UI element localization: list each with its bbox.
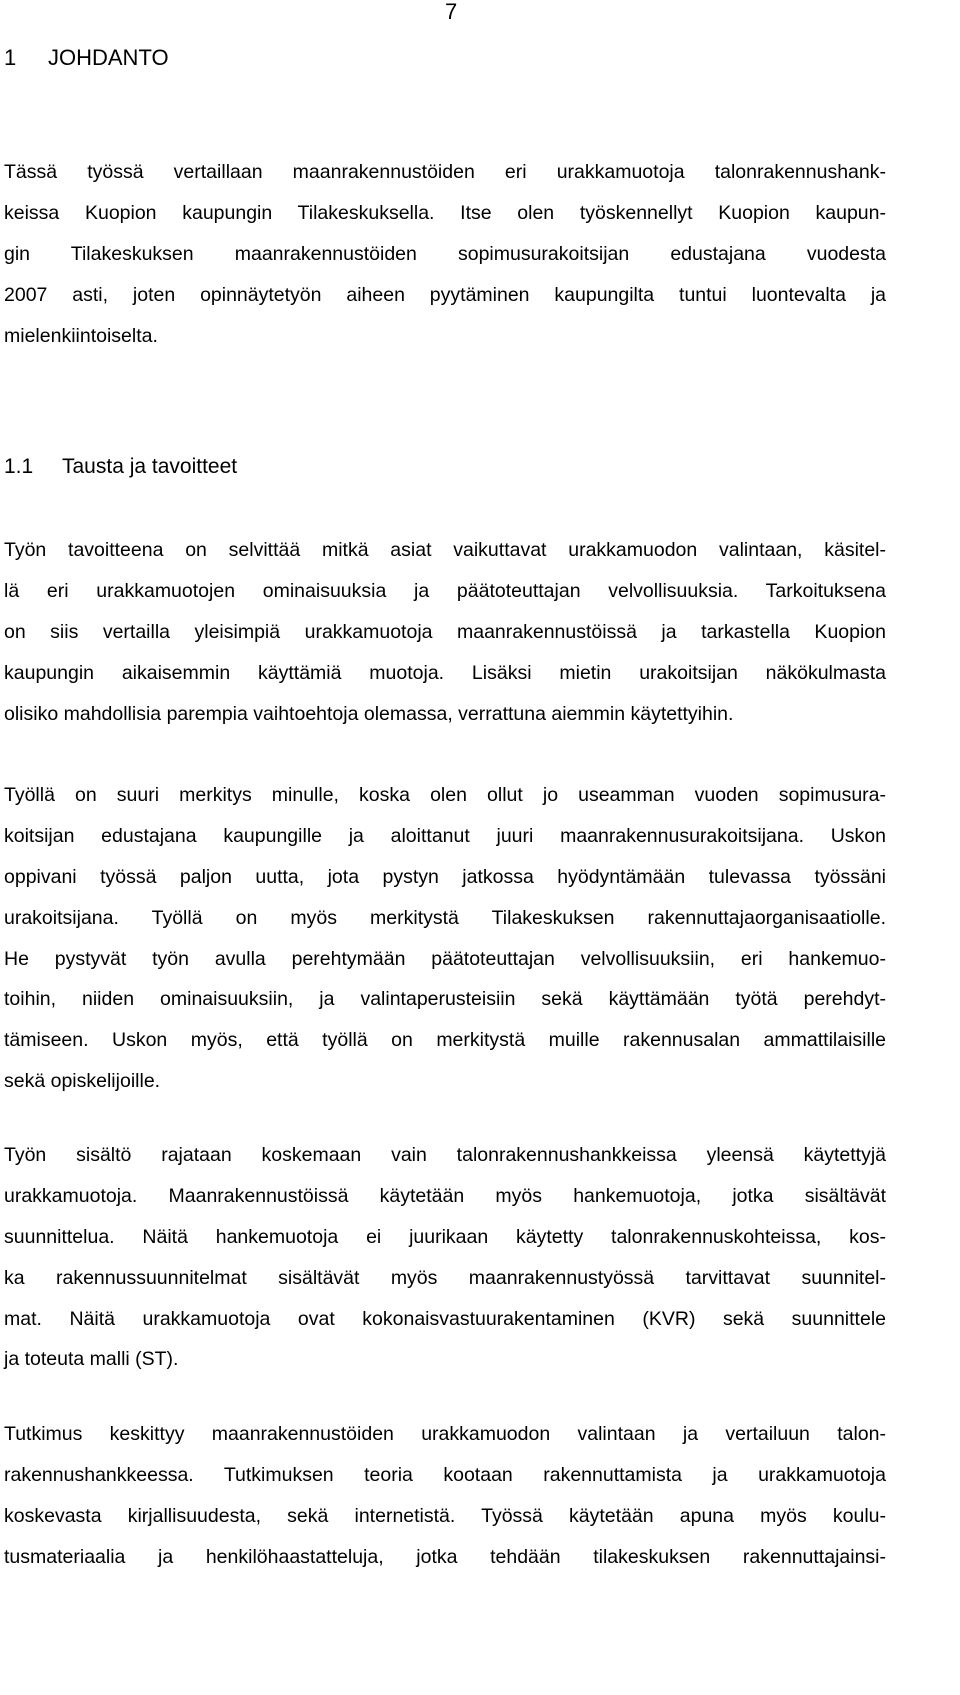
text-line: Työllä on suuri merkitys minulle, koska olen ollut jo useamman vuoden sopimusura- bbox=[4, 784, 886, 806]
page-number: 7 bbox=[445, 0, 458, 24]
paragraph-intro bbox=[4, 152, 886, 356]
text-line: ja toteuta malli (ST). bbox=[4, 1348, 179, 1371]
paragraph-scope bbox=[4, 1135, 886, 1380]
chapter-title: JOHDANTO bbox=[48, 45, 169, 70]
chapter-heading bbox=[4, 44, 169, 72]
paragraph-method bbox=[4, 1414, 886, 1578]
text-line: He pystyvät työn avulla perehtymään päätoteuttajan velvollisuuksiin, eri hankemuo- bbox=[4, 947, 886, 970]
text-line: Työn sisältö rajataan koskemaan vain talonrakennushankkeissa yleensä käytettyjä bbox=[4, 1144, 886, 1166]
text-line: keissa Kuopion kaupungin Tilakeskuksella. Itse olen työskennellyt Kuopion kaupun- bbox=[4, 201, 886, 224]
paragraph-significance bbox=[4, 775, 886, 1102]
paragraph-goals bbox=[4, 530, 886, 734]
text-line: Työn tavoitteena on selvittää mitkä asiat vaikuttavat urakkamuodon valintaan, käsitel- bbox=[4, 539, 886, 561]
text-line: koskevasta kirjallisuudesta, sekä internetistä. Työssä käytetään apuna myös koulu- bbox=[4, 1504, 886, 1527]
text-line: olisiko mahdollisia parempia vaihtoehtoja olemassa, verrattuna aiemmin käytettyihin. bbox=[4, 702, 734, 725]
text-line: 2007 asti, joten opinnäytetyön aiheen pyytäminen kaupungilta tuntui luontevalta ja bbox=[4, 283, 886, 306]
text-line: toihin, niiden ominaisuuksiin, ja valintaperusteisiin sekä käyttämään työtä perehdyt- bbox=[4, 988, 886, 1011]
text-line: tusmateriaalia ja henkilöhaastatteluja, jotka tehdään tilakeskuksen rakennuttajainsi- bbox=[4, 1545, 886, 1568]
section-number: 1.1 bbox=[4, 455, 34, 478]
section-title: Tausta ja tavoitteet bbox=[62, 455, 238, 478]
text-line: urakoitsijana. Työllä on myös merkitystä Tilakeskuksen rakennuttajaorganisaatiolle. bbox=[4, 906, 886, 929]
text-line: Tutkimus keskittyy maanrakennustöiden urakkamuodon valintaan ja vertailuun talon- bbox=[4, 1423, 886, 1445]
text-line: rakennushankkeessa. Tutkimuksen teoria kootaan rakennuttamista ja urakkamuotoja bbox=[4, 1463, 886, 1486]
text-line: koitsijan edustajana kaupungille ja aloittanut juuri maanrakennusurakoitsijana. Uskon bbox=[4, 824, 886, 847]
text-line: mat. Näitä urakkamuotoja ovat kokonaisvastuurakentaminen (KVR) sekä suunnittele bbox=[4, 1307, 886, 1330]
chapter-number: 1 bbox=[4, 45, 17, 70]
text-line: gin Tilakeskuksen maanrakennustöiden sopimusurakoitsijan edustajana vuodesta bbox=[4, 242, 886, 265]
text-line: ka rakennussuunnitelmat sisältävät myös maanrakennustyössä tarvittavat suunnitel- bbox=[4, 1266, 886, 1289]
text-line: mielenkiintoiselta. bbox=[4, 324, 158, 347]
text-line: suunnittelua. Näitä hankemuotoja ei juurikaan käytetty talonrakennuskohteissa, kos- bbox=[4, 1225, 886, 1248]
text-line: kaupungin aikaisemmin käyttämiä muotoja. Lisäksi mietin urakoitsijan näkökulmasta bbox=[4, 661, 886, 684]
text-line: urakkamuotoja. Maanrakennustöissä käytetään myös hankemuotoja, jotka sisältävät bbox=[4, 1184, 886, 1207]
text-line: sekä opiskelijoille. bbox=[4, 1070, 161, 1093]
text-line: Tässä työssä vertaillaan maanrakennustöiden eri urakkamuotoja talonrakennushank- bbox=[4, 161, 886, 183]
text-line: tämiseen. Uskon myös, että työllä on merkitystä muille rakennusalan ammattilaisille bbox=[4, 1029, 886, 1052]
text-line: on siis vertailla yleisimpiä urakkamuotoja maanrakennustöissä ja tarkastella Kuopion bbox=[4, 620, 886, 643]
text-line: lä eri urakkamuotojen ominaisuuksia ja päätoteuttajan velvollisuuksia. Tarkoituksena bbox=[4, 579, 886, 602]
section-heading bbox=[4, 453, 237, 481]
text-line: oppivani työssä paljon uutta, jota pystyn jatkossa hyödyntämään tulevassa työssäni bbox=[4, 865, 886, 888]
